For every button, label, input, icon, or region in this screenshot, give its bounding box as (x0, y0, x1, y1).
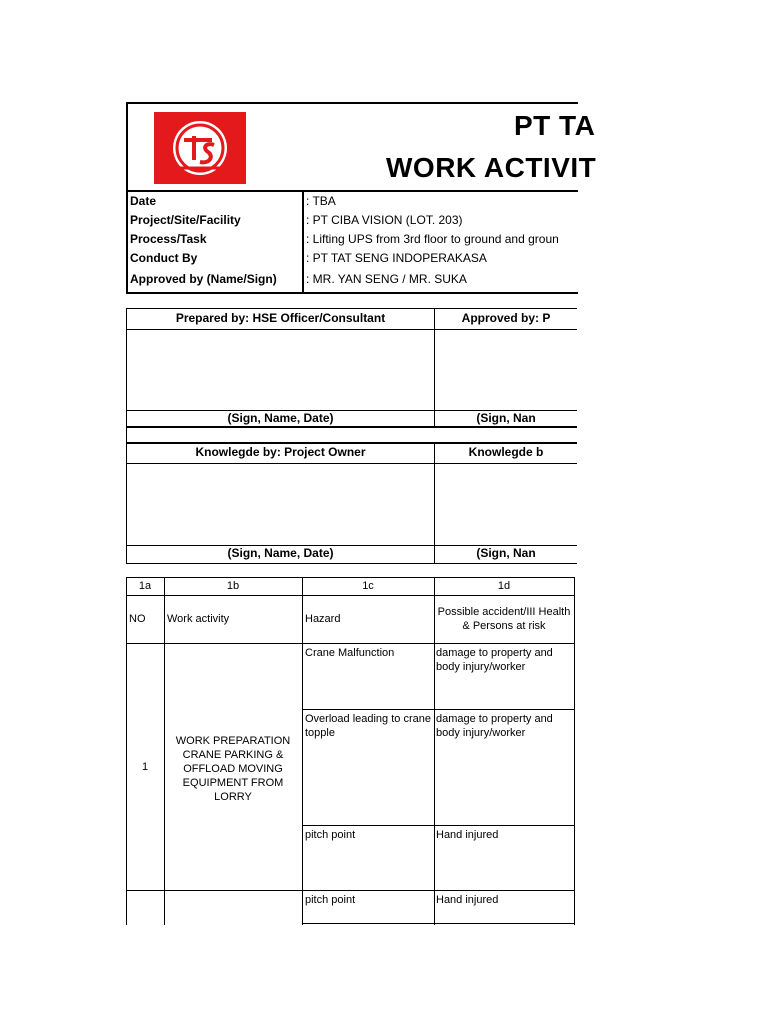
info-row-conduct (128, 249, 578, 268)
info-value: : Lifting UPS from 3rd floor to ground and groun (306, 232, 559, 246)
document-title: WORK ACTIVIT (386, 152, 597, 183)
document-header (126, 102, 597, 294)
company-title: PT TA (514, 110, 596, 141)
column-header-accident: Possible accident/III Health & Persons at risk (437, 606, 571, 632)
table-border (126, 577, 127, 925)
row-divider (302, 923, 575, 924)
accident-cell: Hand injured (436, 894, 499, 906)
hazard-cell: Crane Malfunction (305, 647, 395, 659)
row-number: 1 (141, 761, 149, 773)
row-divider (302, 709, 575, 710)
column-header-activity: Work activity (167, 613, 230, 625)
info-row-process (128, 230, 578, 249)
row-divider (126, 890, 575, 891)
accident-cell: Hand injured (436, 829, 499, 841)
knowledge-right-label: Knowlegde b (468, 445, 544, 459)
row-divider (127, 329, 577, 330)
info-value: : PT TAT SENG INDOPERAKASA (306, 251, 487, 265)
work-activity-cell: WORK PREPARATION CRANE PARKING & OFFLOAD MOVING EQUIPMENT FROM LORRY (175, 735, 291, 803)
column-divider (574, 577, 575, 925)
info-row-date (128, 192, 578, 211)
column-code: 1a (138, 580, 152, 592)
info-label: Date (130, 194, 157, 208)
sign-name-date-label: (Sign, Nan (476, 411, 536, 425)
info-label: Approved by (Name/Sign) (130, 272, 277, 286)
info-row-project (128, 211, 578, 230)
column-divider (164, 577, 165, 925)
sign-name-date-label: (Sign, Name, Date) (227, 411, 334, 425)
signature-block-prepared (126, 308, 577, 428)
prepared-by-label: Prepared by: HSE Officer/Consultant (175, 311, 386, 325)
hazard-cell: Overload leading to crane topple (305, 713, 431, 739)
row-divider (126, 595, 575, 596)
sign-name-date-label: (Sign, Nan (476, 546, 536, 560)
column-code: 1d (497, 580, 511, 592)
column-code: 1b (226, 580, 240, 592)
column-divider (302, 577, 303, 925)
info-value: : PT CIBA VISION (LOT. 203) (306, 213, 463, 227)
column-header-hazard: Hazard (305, 613, 341, 625)
column-header-no: NO (129, 613, 146, 625)
row-divider (126, 577, 575, 578)
signature-block-knowledge (126, 442, 577, 564)
column-divider (434, 577, 435, 925)
hazard-cell: pitch point (305, 829, 356, 841)
info-value: : TBA (306, 194, 336, 208)
approved-by-label: Approved by: P (461, 311, 551, 325)
knowledge-owner-label: Knowlegde by: Project Owner (195, 445, 366, 459)
row-divider (302, 825, 575, 826)
row-divider (126, 643, 575, 644)
hazard-cell: pitch point (305, 894, 356, 906)
info-row-approved (128, 270, 578, 289)
info-value: : MR. YAN SENG / MR. SUKA (306, 272, 467, 286)
risk-assessment-table (126, 577, 576, 925)
company-logo (154, 112, 246, 184)
info-label: Conduct By (130, 251, 198, 265)
row-divider (127, 463, 577, 464)
accident-cell: damage to property and body injury/worker (436, 713, 553, 739)
info-label: Process/Task (130, 232, 207, 246)
ts-logo-icon (154, 112, 246, 184)
sign-name-date-label: (Sign, Name, Date) (227, 546, 334, 560)
info-label: Project/Site/Facility (130, 213, 241, 227)
accident-cell: damage to property and body injury/worker (436, 647, 553, 673)
column-code: 1c (362, 580, 374, 592)
